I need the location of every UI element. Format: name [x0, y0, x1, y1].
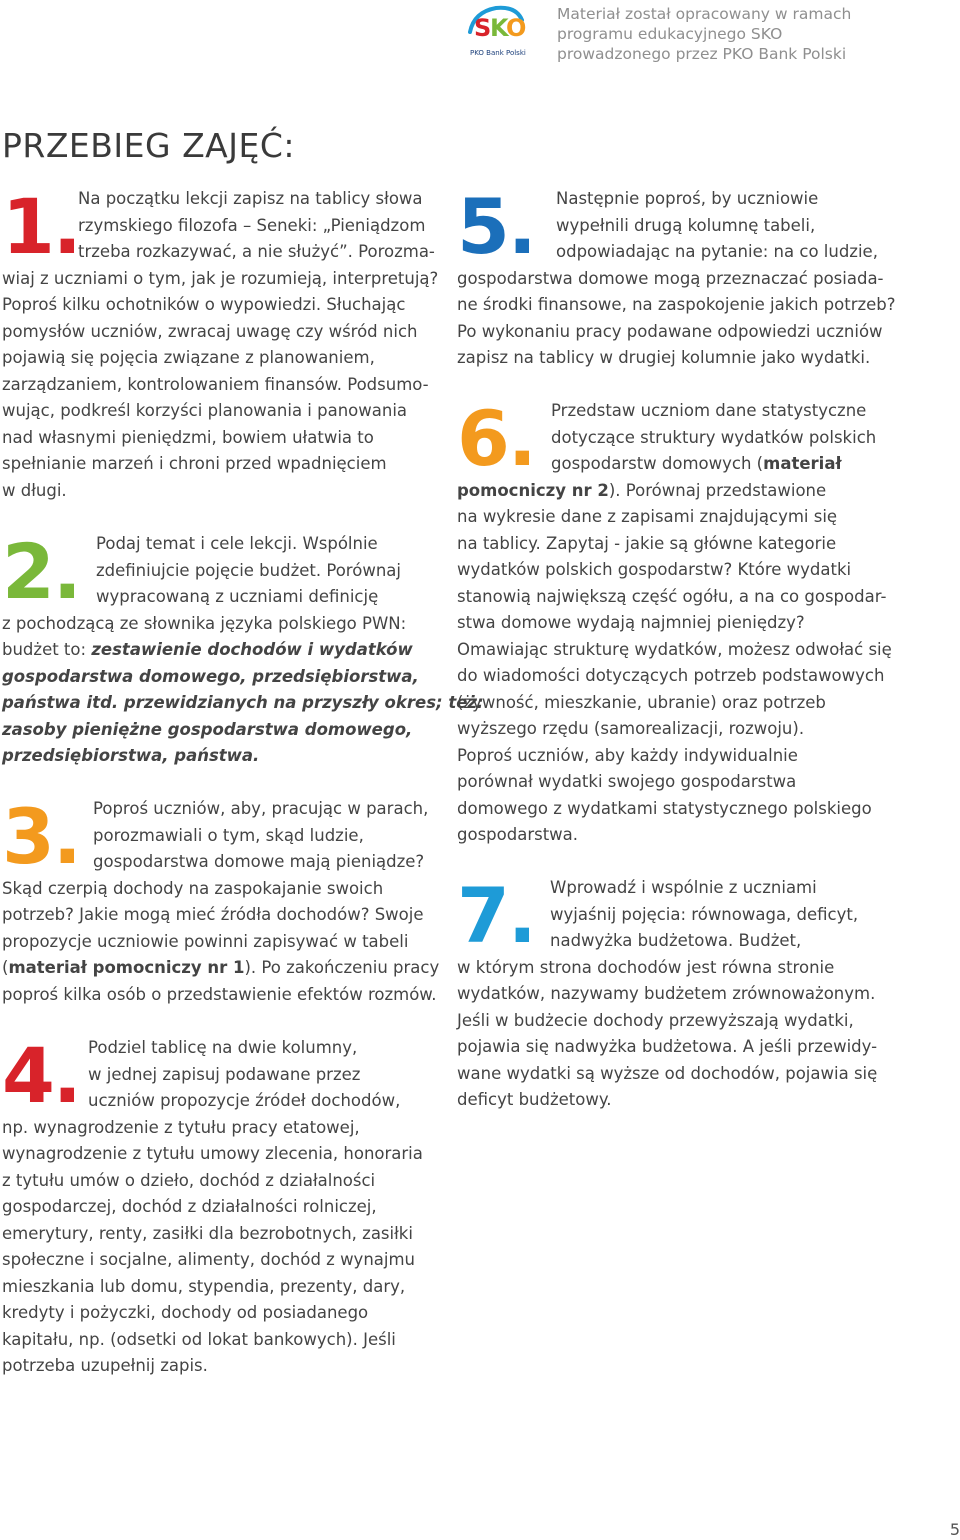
text-line: gospodarstwa domowe mogą przeznaczać posiada- — [457, 268, 884, 288]
step-6 — [457, 394, 897, 849]
step-3 — [2, 792, 440, 1008]
text-line: społeczne i socjalne, alimenty, dochód z wynajmu — [2, 1250, 416, 1269]
text-line — [2, 955, 440, 982]
definition-text: zasoby pieniężne gospodarstwa domowego, — [2, 719, 413, 739]
text-line: np. wynagrodzenie z tytułu pracy etatowej, — [2, 1117, 360, 1137]
definition-text: zestawienie dochodów i wydatków — [91, 640, 413, 659]
step-number-4: 4. — [2, 1031, 80, 1120]
text-line: trzeba rozkazywać, a nie służyć”. Porozma- — [78, 242, 435, 261]
text-line: Poproś uczniów, aby każdy indywidualnie — [457, 745, 798, 765]
text-line: porozmawiali o tym, skąd ludzie, — [93, 825, 364, 845]
text-line: do wiadomości dotyczących potrzeb podstawowych — [457, 666, 885, 685]
text-line: domowego z wydatkami statystycznego polskiego — [457, 798, 872, 818]
text-line: (żywność, mieszkanie, ubranie) oraz potrzeb — [457, 692, 826, 712]
material-ref-2-part1: materiał — [763, 454, 842, 473]
text-line: z pochodzącą ze słownika języka polskiego PWN: — [2, 613, 407, 633]
step-number-6: 6. — [457, 394, 535, 483]
text-line: na wykresie dane z zapisami znajdującymi się — [457, 507, 838, 526]
text-line: zapisz na tablicy w drugiej kolumnie jako wydatki. — [457, 348, 871, 367]
text-line: wyższego rzędu (samorealizacji, rozwoju). — [457, 719, 805, 738]
text-line: propozycje uczniowie powinni zapisywać w tabeli — [2, 931, 409, 951]
text-line: stwa domowe wydają najmniej pieniędzy? — [457, 613, 805, 632]
text-line: spełnianie marzeń i chroni przed wpadnięciem — [2, 454, 387, 473]
step-number-5: 5. — [457, 182, 535, 271]
text-line: poproś kilka osób o przedstawienie efektów rozmów. — [2, 984, 437, 1004]
text-line: stanowią największą część ogółu, a na co gospodar- — [457, 586, 887, 606]
text-line: zarządzaniem, kontrolowaniem finansów. Podsumo- — [2, 374, 429, 394]
text-line: na tablicy. Zapytaj - jakie są główne kategorie — [457, 533, 837, 553]
text-line: potrzeb? Jakie mogą mieć źródła dochodów? Swoje — [2, 905, 424, 924]
text-after-ref: ). Porównaj przedstawione — [608, 480, 827, 500]
text-line: Wprowadź i wspólnie z uczniami — [550, 878, 817, 897]
step-2 — [2, 527, 484, 770]
step-number-7: 7. — [457, 871, 535, 960]
text-line: deficyt budżetowy. — [457, 1090, 612, 1109]
text-line: w jednej zapisuj podawane przez — [88, 1064, 361, 1084]
text-line: Skąd czerpią dochody na zaspokajanie swoich — [2, 878, 384, 898]
text-line: Podziel tablicę na dwie kolumny, — [88, 1038, 358, 1057]
text-line: Podaj temat i cele lekcji. Wspólnie — [96, 534, 378, 553]
paren-open: ( — [2, 958, 9, 977]
text-line: porównał wydatki swojego gospodarstwa — [457, 772, 797, 791]
text-line: w którym strona dochodów jest równa stronie — [457, 957, 835, 977]
text-line: mieszkania lub domu, stypendia, prezenty, dary, — [2, 1276, 406, 1296]
text-after-ref: ). Po zakończeniu pracy — [244, 958, 440, 977]
text-line: kredyty i pożyczki, dochody od posiadanego — [2, 1303, 369, 1322]
text-line: wynagrodzenie z tytułu umowy zlecenia, honoraria — [2, 1144, 423, 1163]
text-line: wiaj z uczniami o tym, jak je rozumieją, interpretują? — [2, 268, 439, 288]
text-line: Poproś kilku ochotników o wypowiedzi. Słuchając — [2, 295, 406, 314]
text-line: Jeśli w budżecie dochody przewyższają wydatki, — [457, 1010, 854, 1030]
step-number-2: 2. — [2, 527, 80, 616]
definition-text: przedsiębiorstwa, państwa. — [2, 746, 260, 765]
sko-logo — [466, 2, 526, 58]
definition-line — [2, 637, 432, 664]
text-line: pojawia się nadwyżka budżetowa. A jeśli przewidy- — [457, 1037, 878, 1056]
text-line: gospodarczej, dochód z działalności rolniczej, — [2, 1197, 377, 1216]
step-5 — [457, 182, 897, 372]
text-line: ne środki finansowe, na zaspokojenie jakich potrzeb? — [457, 295, 896, 314]
text-line: emerytury, renty, zasiłki dla bezrobotnych, zasiłki — [2, 1223, 413, 1243]
step-1 — [2, 182, 439, 504]
text-line: nadwyżka budżetowa. Budżet, — [550, 931, 802, 950]
definition-lead: budżet to: — [2, 640, 92, 659]
page-title: PRZEBIEG ZAJĘĆ: — [2, 126, 295, 165]
text-line: nad własnymi pieniędzmi, bowiem ułatwia to — [2, 427, 374, 447]
text-line: pojawią się pojęcia związane z planowaniem, — [2, 348, 375, 367]
text-line: wypracowaną z uczniami definicję — [96, 587, 379, 606]
text-line: uczniów propozycje źródeł dochodów, — [88, 1091, 401, 1110]
step-7 — [457, 871, 897, 1114]
text-line: potrzeba uzupełnij zapis. — [2, 1356, 208, 1375]
text-line: Przedstaw uczniom dane statystyczne — [551, 401, 867, 420]
text-line: zdefiniujcie pojęcie budżet. Porównaj — [96, 560, 401, 580]
text-before-ref: gospodarstw domowych ( — [551, 454, 764, 473]
header-line: programu edukacyjnego SKO — [557, 25, 783, 43]
header-line: Materiał został opracowany w ramach — [557, 5, 852, 23]
text-line: wydatków, nazywamy budżetem zrównoważonym. — [457, 984, 876, 1003]
text-line: odpowiadając na pytanie: na co ludzie, — [556, 242, 878, 261]
text-line: gospodarstwa. — [457, 825, 579, 844]
text-line: Na początku lekcji zapisz na tablicy słowa — [78, 189, 423, 208]
header-caption — [557, 4, 857, 64]
text-line: wypełnili drugą kolumnę tabeli, — [556, 215, 816, 235]
definition-text: państwa itd. przewidzianych na przyszły okres; też: — [2, 693, 484, 712]
text-line: wyjaśnij pojęcia: równowaga, deficyt, — [550, 904, 859, 924]
text-line: pomysłów uczniów, zwracaj uwagę czy wśród nich — [2, 321, 418, 341]
material-ref-2-part2: pomocniczy nr 2 — [457, 480, 609, 500]
text-line: wane wydatki są wyższe od dochodów, pojawia się — [457, 1063, 878, 1083]
page-number: 5 — [949, 1520, 960, 1539]
material-ref-1: materiał pomocniczy nr 1 — [8, 958, 245, 977]
text-line: gospodarstwa domowe mają pieniądze? — [93, 852, 425, 871]
text-line: Po wykonaniu pracy podawane odpowiedzi uczniów — [457, 321, 883, 341]
text-line: z tytułu umów o dzieło, dochód z działalności — [2, 1170, 376, 1190]
step-number-3: 3. — [2, 792, 80, 881]
text-line: Omawiając strukturę wydatków, możesz odwołać się — [457, 639, 892, 659]
text-line: Następnie poproś, by uczniowie — [556, 189, 819, 208]
text-line: wując, podkreśl korzyści planowania i panowania — [2, 401, 408, 420]
logo-s: S — [474, 14, 492, 42]
definition-text: gospodarstwa domowego, przedsiębiorstwa, — [2, 666, 419, 686]
step-number-1: 1. — [2, 182, 80, 271]
text-line: w długi. — [2, 480, 67, 500]
text-line: dotyczące struktury wydatków polskich — [551, 427, 877, 447]
logo-k: K — [490, 14, 509, 42]
step-4 — [2, 1031, 432, 1380]
logo-subtext: PKO Bank Polski — [470, 49, 526, 57]
text-line: wydatków polskich gospodarstw? Które wydatki — [457, 560, 852, 579]
text-line: Poproś uczniów, aby, pracując w parach, — [93, 799, 429, 818]
text-line: rzymskiego filozofa – Seneki: „Pieniądzom — [78, 215, 426, 235]
text-line: kapitału, np. (odsetki od lokat bankowych). Jeśli — [2, 1329, 396, 1349]
header-line: prowadzonego przez PKO Bank Polski — [557, 45, 847, 63]
text-line — [457, 478, 897, 505]
logo-o: O — [506, 14, 526, 42]
